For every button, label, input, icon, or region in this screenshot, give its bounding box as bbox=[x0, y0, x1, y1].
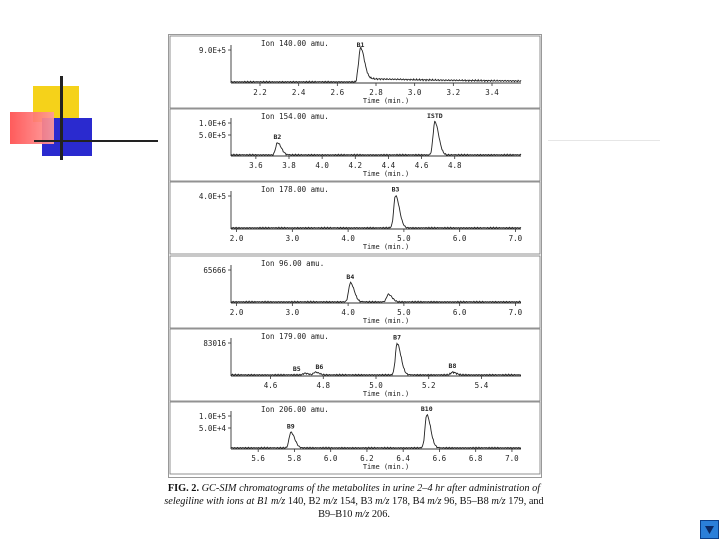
x-tick-label: 4.0 bbox=[341, 308, 355, 317]
x-tick-label: 2.6 bbox=[330, 88, 345, 97]
caption-mz-3: m/z bbox=[375, 496, 390, 507]
caption-text-4: 178, B4 bbox=[392, 496, 425, 507]
caption-mz-6: m/z bbox=[355, 509, 370, 520]
ion-label: Ion 140.00 amu. bbox=[261, 39, 329, 48]
ion-label: Ion 96.00 amu. bbox=[261, 259, 325, 268]
peak-label: ISTD bbox=[427, 111, 443, 120]
ion-label: Ion 178.00 amu. bbox=[261, 185, 329, 194]
x-tick-label: 5.2 bbox=[421, 381, 436, 390]
y-tick-label: 65666 bbox=[203, 266, 226, 275]
x-tick-label: 7.0 bbox=[508, 308, 523, 317]
x-tick-label: 6.6 bbox=[432, 454, 447, 463]
y-tick-label: 83016 bbox=[203, 339, 226, 348]
caption-text-5: 96, B5–B8 bbox=[444, 496, 489, 507]
ion-label: Ion 154.00 amu. bbox=[261, 112, 329, 121]
arrow-down-right-icon bbox=[701, 521, 718, 538]
x-tick-label: 5.8 bbox=[287, 454, 302, 463]
x-tick-label: 4.8 bbox=[447, 161, 462, 170]
x-tick-label: 2.0 bbox=[229, 234, 244, 243]
x-axis-label: Time (min.) bbox=[362, 97, 410, 105]
chromatogram-trace bbox=[231, 344, 521, 376]
caption-text-1: GC-SIM chromatograms of the metabolites in urine 2–4 hr after administration of selegiline with ions at bbox=[164, 483, 541, 507]
x-tick-label: 3.4 bbox=[485, 88, 499, 97]
chromatogram-trace bbox=[231, 47, 521, 82]
x-tick-label: 4.2 bbox=[348, 161, 363, 170]
x-axis-label: Time (min.) bbox=[362, 243, 410, 251]
x-tick-label: 3.6 bbox=[249, 161, 263, 170]
caption-text-3: 154, B3 bbox=[339, 496, 373, 507]
x-tick-label: 5.0 bbox=[397, 308, 411, 317]
x-tick-label: 6.2 bbox=[360, 454, 374, 463]
x-tick-label: 4.0 bbox=[315, 161, 329, 170]
caption-mz-1: m/z bbox=[270, 496, 286, 507]
x-tick-label: 4.0 bbox=[341, 234, 355, 243]
peak-label: B3 bbox=[391, 185, 400, 194]
caption-text-6: 179, and B9–B10 bbox=[318, 496, 544, 520]
y-tick-label: 9.0E+5 bbox=[198, 46, 226, 55]
x-tick-label: 3.0 bbox=[285, 308, 300, 317]
x-tick-label: 4.4 bbox=[381, 161, 396, 170]
peak-label: B4 bbox=[346, 272, 355, 281]
x-tick-label: 7.0 bbox=[508, 234, 523, 243]
x-tick-label: 3.0 bbox=[285, 234, 300, 243]
peak-label: B5 bbox=[292, 365, 301, 373]
x-tick-label: 2.8 bbox=[369, 88, 383, 97]
x-tick-label: 4.8 bbox=[316, 381, 331, 390]
chromatogram-trace bbox=[231, 415, 521, 448]
x-tick-label: 3.8 bbox=[282, 161, 296, 170]
x-tick-label: 6.4 bbox=[396, 454, 410, 463]
x-axis-label: Time (min.) bbox=[362, 170, 410, 178]
x-axis-label: Time (min.) bbox=[362, 317, 410, 325]
x-axis-label: Time (min.) bbox=[362, 463, 410, 471]
x-tick-label: 4.6 bbox=[414, 161, 429, 170]
caption-text-7: 206. bbox=[371, 509, 390, 520]
x-tick-label: 6.0 bbox=[452, 234, 467, 243]
chromatogram-trace bbox=[231, 282, 521, 302]
caption-mz-2: m/z bbox=[323, 496, 338, 507]
peak-label: B10 bbox=[420, 404, 433, 413]
ion-label: Ion 206.00 amu. bbox=[261, 405, 329, 414]
x-tick-label: 5.6 bbox=[251, 454, 265, 463]
deco-horizontal-line bbox=[34, 140, 158, 142]
x-tick-label: 7.0 bbox=[505, 454, 519, 463]
caption-fig-label: FIG. 2. bbox=[167, 483, 200, 494]
x-tick-label: 6.0 bbox=[452, 308, 467, 317]
x-tick-label: 6.0 bbox=[323, 454, 338, 463]
x-tick-label: 3.2 bbox=[446, 88, 461, 97]
y-tick-label: 1.0E+6 bbox=[198, 119, 226, 128]
y-tick-label: 4.0E+5 bbox=[198, 192, 226, 201]
ion-label: Ion 179.00 amu. bbox=[261, 332, 329, 341]
peak-label: B1 bbox=[356, 41, 365, 50]
y-tick-label: 5.0E+4 bbox=[198, 424, 226, 433]
caption-text-2: 140, B2 bbox=[287, 496, 321, 507]
deco-vertical-line bbox=[60, 76, 63, 160]
chromatograms-svg bbox=[169, 35, 541, 477]
x-axis-label: Time (min.) bbox=[362, 390, 410, 398]
y-tick-label: 1.0E+5 bbox=[198, 412, 226, 421]
peak-label: B6 bbox=[315, 363, 324, 371]
peak-label: B2 bbox=[273, 132, 282, 141]
x-tick-label: 6.8 bbox=[468, 454, 483, 463]
peak-label: B9 bbox=[286, 422, 295, 431]
next-slide-button[interactable] bbox=[700, 520, 719, 539]
peak-label: B7 bbox=[393, 333, 402, 342]
x-tick-label: 4.6 bbox=[263, 381, 278, 390]
figure-caption bbox=[164, 482, 544, 521]
x-tick-label: 5.0 bbox=[397, 234, 411, 243]
x-tick-label: 2.0 bbox=[229, 308, 244, 317]
deco-horizontal-line-right bbox=[548, 140, 660, 141]
chromatogram-trace bbox=[231, 196, 521, 228]
x-tick-label: 2.4 bbox=[291, 88, 306, 97]
caption-b1: B1 bbox=[256, 496, 269, 507]
caption-mz-4: m/z bbox=[427, 496, 442, 507]
x-tick-label: 3.0 bbox=[407, 88, 422, 97]
x-tick-label: 5.4 bbox=[474, 381, 489, 390]
peak-label: B8 bbox=[448, 362, 457, 371]
x-tick-label: 5.0 bbox=[369, 381, 383, 390]
y-tick-label: 5.0E+5 bbox=[198, 131, 226, 140]
caption-mz-5: m/z bbox=[491, 496, 506, 507]
x-tick-label: 2.2 bbox=[253, 88, 267, 97]
chromatogram-figure bbox=[168, 34, 542, 478]
